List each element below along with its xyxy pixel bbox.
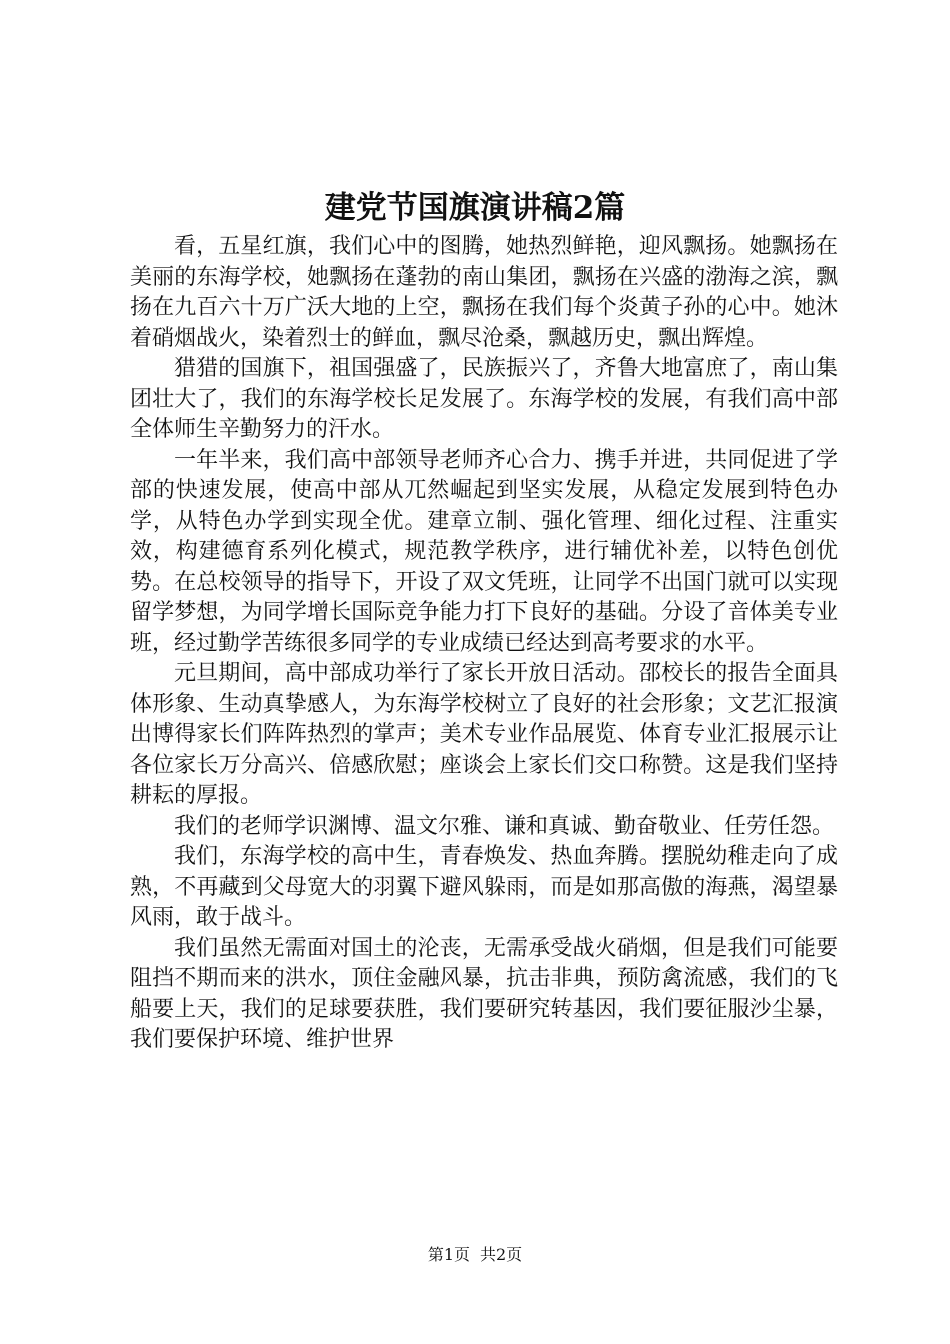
page-number-total: 共2页 [480, 1245, 523, 1264]
paragraph: 我们的老师学识渊博、温文尔雅、谦和真诚、勤奋敬业、任劳任怨。 [174, 813, 835, 839]
paragraph: 看，五星红旗，我们心中的图腾，她热烈鲜艳，迎风飘扬。她飘扬在美丽的东海学校，她飘扬在蓬勃的南山集团，飘扬在兴盛的渤海之滨，飘扬在九百六十万广沃大地的上空，飘扬在我们每个炎黄子孙的心中。她沐着硝烟战火，染着烈士的鲜血，飘尽沧桑，飘越历史，飘出辉煌。 [130, 234, 838, 351]
paragraph: 元旦期间，高中部成功举行了家长开放日活动。邵校长的报告全面具体形象、生动真挚感人，为东海学校树立了良好的社会形象；文艺汇报演出博得家长们阵阵热烈的掌声；美术专业作品展览、体育专业汇报展示让各位家长万分高兴、倍感欣慰；座谈会上家长们交口称赞。这是我们坚持耕耘的厚报。 [130, 661, 838, 808]
paragraph: 我们虽然无需面对国土的沦丧，无需承受战火硝烟，但是我们可能要阻挡不期而来的洪水，顶住金融风暴，抗击非典，预防禽流感，我们的飞船要上天，我们的足球要获胜，我们要研究转基因，我们要征服沙尘暴，我们要保护环境、维护世界 [130, 935, 838, 1052]
page-footer [0, 1244, 950, 1266]
paragraph: 我们，东海学校的高中生，青春焕发、热血奔腾。摆脱幼稚走向了成熟，不再藏到父母宽大的羽翼下避风躲雨，而是如那高傲的海燕，渴望暴风雨，敢于战斗。 [130, 844, 838, 930]
page-title: 建党节国旗演讲稿2篇 [324, 190, 626, 226]
document-body [130, 232, 838, 1056]
page-number-current: 第1页 [427, 1245, 470, 1264]
paragraph: 一年半来，我们高中部领导老师齐心合力、携手并进，共同促进了学部的快速发展，使高中部从兀然崛起到坚实发展，从稳定发展到特色办学，从特色办学到实现全优。建章立制、强化管理、细化过程、注重实效，构建德育系列化模式，规范教学秩序，进行辅优补差，以特色创优势。在总校领导的指导下，开设了双文凭班，让同学不出国门就可以实现留学梦想，为同学增长国际竞争能力打下良好的基础。分设了音体美专业班，经过勤学苦练很多同学的专业成绩已经达到高考要求的水平。 [130, 447, 838, 656]
paragraph: 猎猎的国旗下，祖国强盛了，民族振兴了，齐鲁大地富庶了，南山集团壮大了，我们的东海学校长足发展了。东海学校的发展，有我们高中部全体师生辛勤努力的汗水。 [130, 356, 838, 442]
